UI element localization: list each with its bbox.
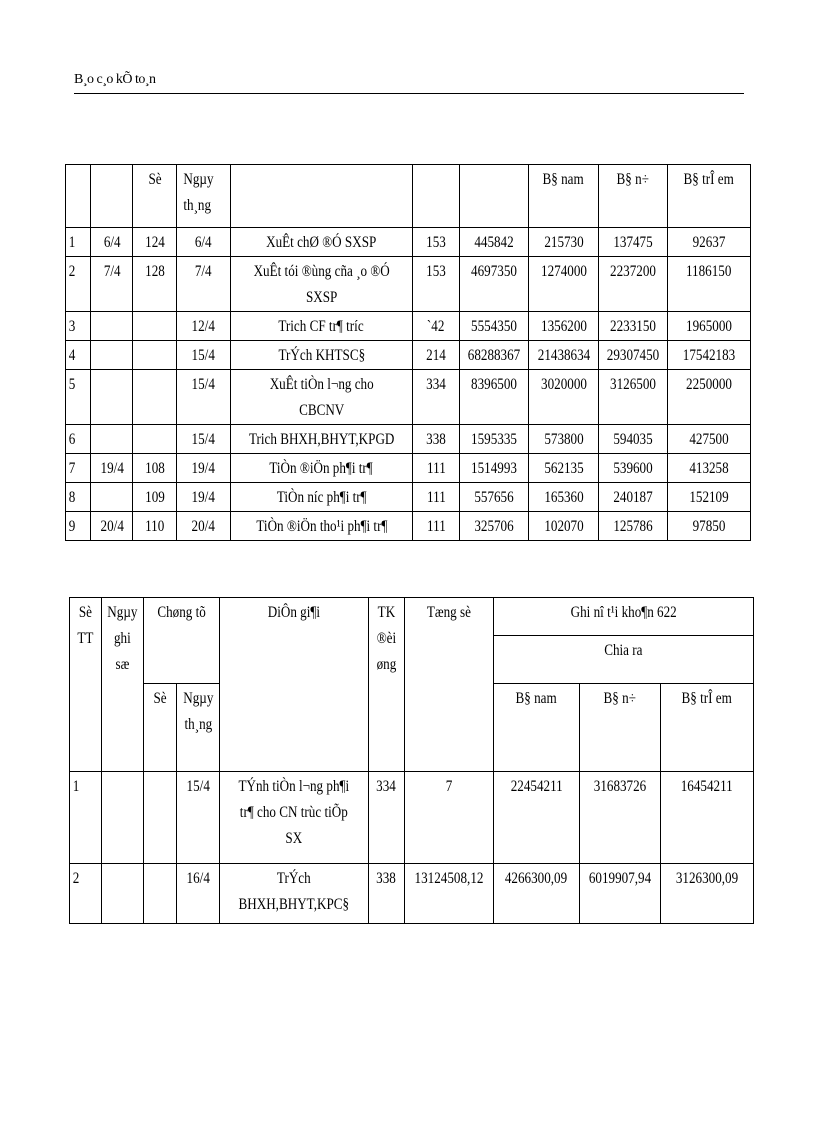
cell-number: 108 bbox=[133, 454, 177, 483]
header-bd-nu: B§ n÷ bbox=[579, 684, 660, 772]
header-chia-ra: Chia ra bbox=[493, 636, 753, 684]
cell-bd-nu: 6019907,94 bbox=[579, 864, 660, 924]
cell-description: TiÒn níc ph¶i tr¶ bbox=[230, 483, 412, 512]
cell-bd-nam: 1274000 bbox=[529, 257, 599, 312]
cell-bd-tre-em: 427500 bbox=[667, 425, 750, 454]
table-row bbox=[66, 257, 751, 312]
header-so: Sè bbox=[143, 684, 176, 772]
header-chung-tu: Chøng tõ bbox=[143, 598, 220, 684]
cell-bd-nam: 21438634 bbox=[529, 341, 599, 370]
table-row bbox=[66, 483, 751, 512]
cell-bd-tre-em: 1186150 bbox=[667, 257, 750, 312]
cell-bd-tre-em: 3126300,09 bbox=[660, 864, 753, 924]
cell-description: TiÒn ®iÖn ph¶i tr¶ bbox=[230, 454, 412, 483]
cell-bd-nu: 2233150 bbox=[598, 312, 667, 341]
cell-number: 109 bbox=[133, 483, 177, 512]
cell-number bbox=[133, 425, 177, 454]
cell-date bbox=[91, 370, 133, 425]
cell-bd-nam: 1356200 bbox=[529, 312, 599, 341]
table1-header-cell bbox=[66, 165, 91, 228]
cell-account: 111 bbox=[413, 483, 460, 512]
cell-description: Trich CF tr¶ tríc bbox=[230, 312, 412, 341]
table1-header-cell: Sè bbox=[133, 165, 177, 228]
cell-date bbox=[91, 312, 133, 341]
cell-stt: 7 bbox=[66, 454, 91, 483]
cell-total: 325706 bbox=[460, 512, 529, 541]
table1-header-row bbox=[66, 165, 751, 228]
header-stt: Sè TT bbox=[70, 598, 102, 772]
journal-table-2 bbox=[69, 597, 754, 924]
cell-account: 214 bbox=[413, 341, 460, 370]
table1-header-cell: B§ trÎ em bbox=[667, 165, 750, 228]
cell-stt: 9 bbox=[66, 512, 91, 541]
cell-bd-tre-em: 152109 bbox=[667, 483, 750, 512]
cell-description: XuÊt chØ ®Ó SXSP bbox=[230, 228, 412, 257]
cell-bd-tre-em: 413258 bbox=[667, 454, 750, 483]
cell-stt: 5 bbox=[66, 370, 91, 425]
table2-header-row bbox=[70, 598, 754, 636]
cell-description: Trich BHXH,BHYT,KPGD bbox=[230, 425, 412, 454]
header-tong-so: Tæng sè bbox=[404, 598, 493, 772]
cell-bd-nam: 165360 bbox=[529, 483, 599, 512]
cell-number: 110 bbox=[133, 512, 177, 541]
table-row bbox=[66, 312, 751, 341]
cell-account: 338 bbox=[368, 864, 404, 924]
cell-date: 6/4 bbox=[91, 228, 133, 257]
cell-total: 7 bbox=[404, 772, 493, 864]
cell-bd-tre-em: 97850 bbox=[667, 512, 750, 541]
cell-date bbox=[91, 425, 133, 454]
cell-date: 20/4 bbox=[91, 512, 133, 541]
cell-bd-nam: 22454211 bbox=[493, 772, 579, 864]
table-row bbox=[66, 228, 751, 257]
cell-account: `42 bbox=[413, 312, 460, 341]
cell-account: 338 bbox=[413, 425, 460, 454]
cell-bd-nam: 3020000 bbox=[529, 370, 599, 425]
cell-date: 19/4 bbox=[177, 483, 230, 512]
table1-header-cell: B§ n÷ bbox=[598, 165, 667, 228]
cell-bd-nu: 594035 bbox=[598, 425, 667, 454]
cell-description: TÝnh tiÒn l¬ng ph¶i tr¶ cho CN trùc tiÕp SX bbox=[220, 772, 369, 864]
header-bd-tre-em: B§ trÎ em bbox=[660, 684, 753, 772]
cell-bd-tre-em: 16454211 bbox=[660, 772, 753, 864]
header-dien-giai: DiÔn gi¶i bbox=[220, 598, 369, 772]
cell-date: 15/4 bbox=[176, 772, 220, 864]
cell-account: 334 bbox=[368, 772, 404, 864]
table1-header-cell bbox=[460, 165, 529, 228]
cell-account: 111 bbox=[413, 512, 460, 541]
header-tk-doi-ung: TK ®èi øng bbox=[368, 598, 404, 772]
cell-bd-nam: 562135 bbox=[529, 454, 599, 483]
cell-description: TrÝch KHTSC§ bbox=[230, 341, 412, 370]
cell-total: 8396500 bbox=[460, 370, 529, 425]
table1-header-cell: B§ nam bbox=[529, 165, 599, 228]
cell-date: 20/4 bbox=[177, 512, 230, 541]
cell-date: 15/4 bbox=[177, 370, 230, 425]
cell-stt: 1 bbox=[70, 772, 102, 864]
table1-header-cell: Ngµy th¸ng bbox=[177, 165, 230, 228]
cell-number bbox=[133, 312, 177, 341]
cell-stt: 4 bbox=[66, 341, 91, 370]
cell-so bbox=[143, 864, 176, 924]
cell-bd-nu: 539600 bbox=[598, 454, 667, 483]
cell-stt: 8 bbox=[66, 483, 91, 512]
cell-bd-nu: 2237200 bbox=[598, 257, 667, 312]
cell-total: 445842 bbox=[460, 228, 529, 257]
cell-bd-nam: 4266300,09 bbox=[493, 864, 579, 924]
cell-date: 6/4 bbox=[177, 228, 230, 257]
cell-total: 13124508,12 bbox=[404, 864, 493, 924]
cell-bd-nu: 29307450 bbox=[598, 341, 667, 370]
cell-number bbox=[133, 341, 177, 370]
cell-account: 111 bbox=[413, 454, 460, 483]
header-ngay-thang: Ngµy th¸ng bbox=[176, 684, 220, 772]
table-row bbox=[66, 341, 751, 370]
journal-table-1 bbox=[65, 164, 751, 541]
table1-header-cell bbox=[91, 165, 133, 228]
table1-header-cell bbox=[413, 165, 460, 228]
table-row bbox=[70, 772, 754, 864]
header-rule bbox=[74, 93, 744, 94]
cell-date bbox=[91, 341, 133, 370]
cell-bd-nu: 31683726 bbox=[579, 772, 660, 864]
cell-date: 15/4 bbox=[177, 341, 230, 370]
cell-bd-nu: 240187 bbox=[598, 483, 667, 512]
page-header: B¸o c¸o kÕ to¸n bbox=[74, 72, 156, 87]
cell-bd-nu: 137475 bbox=[598, 228, 667, 257]
cell-bd-tre-em: 1965000 bbox=[667, 312, 750, 341]
cell-date: 7/4 bbox=[177, 257, 230, 312]
cell-total: 557656 bbox=[460, 483, 529, 512]
cell-number bbox=[133, 370, 177, 425]
table-row bbox=[66, 454, 751, 483]
cell-total: 4697350 bbox=[460, 257, 529, 312]
cell-date: 7/4 bbox=[91, 257, 133, 312]
cell-date: 19/4 bbox=[177, 454, 230, 483]
cell-date: 16/4 bbox=[176, 864, 220, 924]
header-bd-nam: B§ nam bbox=[493, 684, 579, 772]
cell-total: 5554350 bbox=[460, 312, 529, 341]
header-ghi-no: Ghi nî t¹i kho¶n 622 bbox=[493, 598, 753, 636]
table-row bbox=[66, 370, 751, 425]
cell-description: XuÊt tiÒn l¬ng cho CBCNV bbox=[230, 370, 412, 425]
cell-description: TrÝch BHXH,BHYT,KPC§ bbox=[220, 864, 369, 924]
cell-number: 128 bbox=[133, 257, 177, 312]
cell-date: 19/4 bbox=[91, 454, 133, 483]
cell-stt: 2 bbox=[70, 864, 102, 924]
cell-bd-tre-em: 2250000 bbox=[667, 370, 750, 425]
cell-description: TiÒn ®iÖn tho¹i ph¶i tr¶ bbox=[230, 512, 412, 541]
header-ngay-ghi-so: Ngµy ghi sæ bbox=[101, 598, 143, 772]
table-row bbox=[66, 425, 751, 454]
table-row bbox=[70, 864, 754, 924]
cell-ngay-ghi-so bbox=[101, 864, 143, 924]
cell-total: 68288367 bbox=[460, 341, 529, 370]
cell-date bbox=[91, 483, 133, 512]
cell-ngay-ghi-so bbox=[101, 772, 143, 864]
cell-bd-nam: 573800 bbox=[529, 425, 599, 454]
cell-stt: 1 bbox=[66, 228, 91, 257]
cell-bd-tre-em: 92637 bbox=[667, 228, 750, 257]
table1-header-cell bbox=[230, 165, 412, 228]
cell-total: 1595335 bbox=[460, 425, 529, 454]
cell-bd-nam: 215730 bbox=[529, 228, 599, 257]
cell-account: 153 bbox=[413, 228, 460, 257]
cell-date: 15/4 bbox=[177, 425, 230, 454]
cell-account: 153 bbox=[413, 257, 460, 312]
cell-bd-tre-em: 17542183 bbox=[667, 341, 750, 370]
cell-bd-nu: 3126500 bbox=[598, 370, 667, 425]
cell-so bbox=[143, 772, 176, 864]
table-row bbox=[66, 512, 751, 541]
cell-stt: 2 bbox=[66, 257, 91, 312]
cell-account: 334 bbox=[413, 370, 460, 425]
cell-date: 12/4 bbox=[177, 312, 230, 341]
cell-bd-nu: 125786 bbox=[598, 512, 667, 541]
cell-stt: 3 bbox=[66, 312, 91, 341]
cell-stt: 6 bbox=[66, 425, 91, 454]
cell-number: 124 bbox=[133, 228, 177, 257]
cell-bd-nam: 102070 bbox=[529, 512, 599, 541]
cell-description: XuÊt tói ®ùng cña ¸o ®Ó SXSP bbox=[230, 257, 412, 312]
cell-total: 1514993 bbox=[460, 454, 529, 483]
